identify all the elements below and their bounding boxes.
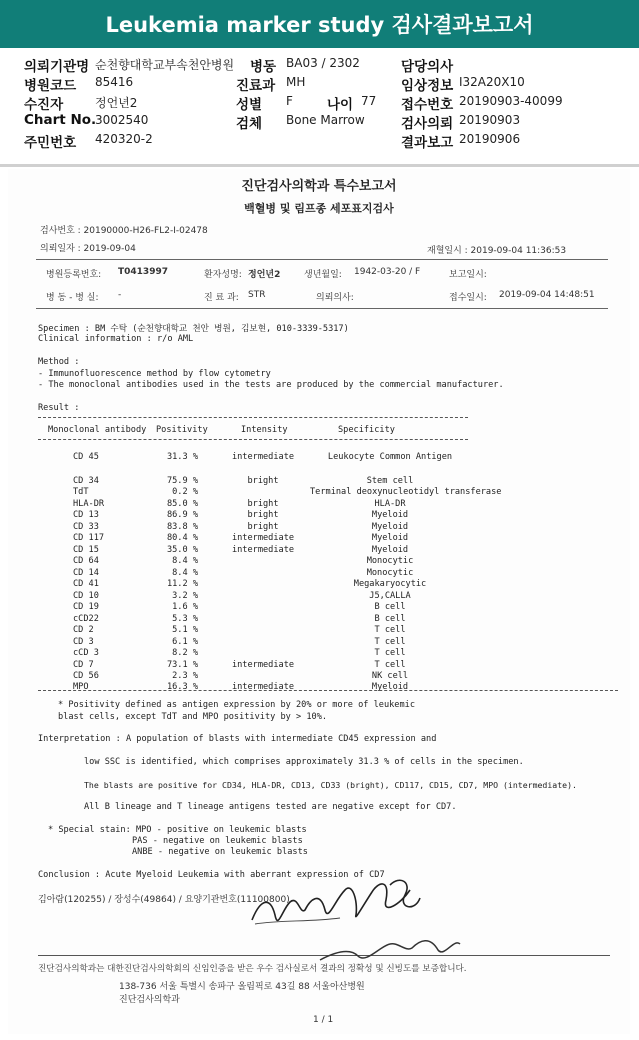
- method-line-1: - Immunofluorescence method by flow cytometry: [38, 369, 271, 379]
- specificity-cell: HLA-DR: [374, 499, 406, 509]
- label-chart-no: Chart No.: [24, 112, 97, 128]
- label-result-report: 결과보고: [401, 135, 454, 151]
- positivity-cell: 3.2 %: [172, 591, 198, 601]
- specificity-cell: B cell: [374, 614, 406, 624]
- positivity-cell: 8.4 %: [172, 556, 198, 566]
- interpretation-line-3: The blasts are positive for CD34, HLA-DR, CD13, CD33 (bright), CD117, CD15, CD7, MPO (intermediate).: [84, 780, 577, 790]
- positivity-cell: 8.4 %: [172, 568, 198, 578]
- specificity-cell: Monocytic: [366, 568, 414, 578]
- value-patient: 정언년2: [95, 96, 138, 110]
- banner-title: Leukemia marker study 검사결과보고서: [105, 13, 534, 37]
- request-date: 의뢰일자 : 2019-09-04: [40, 244, 136, 254]
- positivity-cell: 35.0 %: [166, 545, 198, 555]
- value-result-report: 20190906: [459, 132, 521, 146]
- dept-label: 진 료 과:: [204, 293, 239, 303]
- patient-name-value: 정언년2: [248, 270, 281, 280]
- specificity-cell: T cell: [374, 625, 406, 635]
- handwritten-signature: [240, 860, 480, 980]
- reg-no-label: 병원등록번호:: [46, 270, 102, 280]
- antibody-cell: CD 3: [73, 637, 94, 647]
- specificity-cell: Stem cell: [366, 476, 414, 486]
- report-subtitle: 백혈병 및 림프종 세포표지검사: [244, 202, 394, 215]
- receive-label: 접수일시:: [449, 293, 487, 303]
- page-number: 1 / 1: [313, 1015, 334, 1025]
- positivity-cell: 2.3 %: [172, 671, 198, 681]
- special-stain-line-3: ANBE - negative on leukemic blasts: [132, 847, 308, 857]
- specimen-line: Specimen : BM 수탁 (순천향대학교 천안 병원, 김보현, 010-3339-5317): [38, 324, 349, 334]
- receive-value: 2019-09-04 14:48:51: [499, 290, 595, 300]
- positivity-cell: 31.3 %: [166, 452, 198, 462]
- intensity-cell: intermediate: [231, 452, 295, 462]
- col-header-positivity: Positivity: [156, 425, 208, 435]
- antibody-cell: CD 33: [73, 522, 99, 532]
- antibody-cell: CD 34: [73, 476, 99, 486]
- label-patient: 수진자: [24, 97, 64, 113]
- intensity-cell: bright: [247, 522, 279, 532]
- positivity-cell: 5.3 %: [172, 614, 198, 624]
- specificity-cell: B cell: [374, 602, 406, 612]
- positivity-cell: 16.3 %: [166, 682, 198, 692]
- label-age: 나이: [327, 97, 354, 113]
- footnote-line-2: blast cells, except TdT and MPO positivity by > 10%.: [58, 712, 328, 722]
- signers: 김아람(120255) / 장성수(49864) / 요양기관번호(11100800): [38, 895, 290, 905]
- antibody-cell: CD 45: [73, 452, 99, 462]
- value-ward: BA03 / 2302: [286, 56, 360, 70]
- footnote-line-1: * Positivity defined as antigen expression by 20% or more of leukemic: [58, 700, 415, 710]
- reg-no-value: T0413997: [118, 267, 168, 277]
- antibody-cell: cCD 3: [73, 648, 99, 658]
- report-title: 진단검사의학과 특수보고서: [241, 179, 397, 194]
- label-request-date: 검사의뢰: [401, 116, 454, 132]
- specificity-cell: Megakaryocytic: [353, 579, 427, 589]
- specificity-cell: J5,CALLA: [369, 591, 411, 601]
- intensity-cell: bright: [247, 510, 279, 520]
- positivity-cell: 83.8 %: [166, 522, 198, 532]
- antibody-cell: CD 14: [73, 568, 99, 578]
- positivity-cell: 80.4 %: [166, 533, 198, 543]
- specificity-cell: Myeloid: [371, 510, 409, 520]
- positivity-cell: 85.0 %: [166, 499, 198, 509]
- report-date-label: 보고일시:: [449, 270, 487, 280]
- label-hospital-code: 병원코드: [24, 78, 77, 94]
- intensity-cell: bright: [247, 476, 279, 486]
- value-hospital-code: 85416: [95, 75, 134, 89]
- value-sex: F: [286, 94, 293, 108]
- positivity-cell: 1.6 %: [172, 602, 198, 612]
- positivity-cell: 6.1 %: [172, 637, 198, 647]
- antibody-cell: CD 7: [73, 660, 94, 670]
- dept-text: 진단검사의학과: [119, 995, 180, 1005]
- positivity-cell: 75.9 %: [166, 476, 198, 486]
- doctor-label: 의뢰의사:: [316, 293, 354, 303]
- specificity-cell: Monocytic: [366, 556, 414, 566]
- table-bottom-rule: [38, 690, 618, 691]
- interpretation-line-1: Interpretation : A population of blasts with intermediate CD45 expression and: [38, 734, 437, 744]
- col-header-intensity: Intensity: [241, 425, 288, 435]
- specificity-cell: Terminal deoxynucleotidyl transferase: [310, 487, 502, 497]
- value-resident-no: 420320-2: [95, 132, 153, 146]
- positivity-cell: 11.2 %: [166, 579, 198, 589]
- antibody-cell: CD 2: [73, 625, 94, 635]
- label-doctor: 담당의사: [401, 59, 454, 75]
- specificity-cell: NK cell: [371, 671, 409, 681]
- section-divider: [0, 164, 639, 167]
- antibody-cell: CD 15: [73, 545, 99, 555]
- dob-label: 생년월일:: [304, 270, 342, 280]
- value-specimen: Bone Marrow: [286, 113, 365, 127]
- antibody-cell: CD 117: [73, 533, 105, 543]
- specificity-cell: Leukocyte Common Antigen: [327, 452, 453, 462]
- interpretation-line-2: low SSC is identified, which comprises approximately 31.3 % of cells in the specimen.: [84, 757, 524, 767]
- table-top-rule: [38, 417, 468, 418]
- positivity-cell: 0.2 %: [172, 487, 198, 497]
- intensity-cell: intermediate: [231, 660, 295, 670]
- col-header-antibody: Monoclonal antibody: [48, 425, 147, 435]
- method-title: Method :: [38, 357, 80, 367]
- label-receipt-no: 접수번호: [401, 97, 454, 113]
- specificity-cell: T cell: [374, 660, 406, 670]
- exam-number: 검사번호 : 20190000-H26-FL2-I-02478: [40, 226, 208, 236]
- dept-value: STR: [248, 290, 266, 300]
- result-title: Result :: [38, 403, 80, 413]
- antibody-cell: HLA-DR: [73, 499, 105, 509]
- positivity-cell: 86.9 %: [166, 510, 198, 520]
- intensity-cell: intermediate: [231, 682, 295, 692]
- patient-box: [36, 259, 608, 309]
- special-stain-line-1: * Special stain: MPO - positive on leukemic blasts: [48, 825, 307, 835]
- specificity-cell: Myeloid: [371, 682, 409, 692]
- value-clinical-info: I32A20X10: [459, 75, 525, 89]
- report-banner: [0, 0, 639, 48]
- antibody-cell: MPO: [73, 682, 89, 692]
- specificity-cell: T cell: [374, 648, 406, 658]
- table-header-rule: [38, 439, 468, 440]
- positivity-cell: 73.1 %: [166, 660, 198, 670]
- value-department: MH: [286, 75, 306, 89]
- specificity-cell: Myeloid: [371, 545, 409, 555]
- reprint-time: 재혈일시 : 2019-09-04 11:36:53: [427, 246, 567, 256]
- label-clinical-info: 임상정보: [401, 78, 454, 94]
- label-specimen: 검체: [236, 116, 263, 132]
- specificity-cell: Myeloid: [371, 522, 409, 532]
- positivity-cell: 8.2 %: [172, 648, 198, 658]
- positivity-cell: 5.1 %: [172, 625, 198, 635]
- special-stain-line-2: PAS - negative on leukemic blasts: [132, 836, 303, 846]
- antibody-cell: CD 41: [73, 579, 99, 589]
- antibody-cell: CD 13: [73, 510, 99, 520]
- conclusion: Conclusion : Acute Myeloid Leukemia with aberrant expression of CD7: [38, 870, 385, 880]
- patient-name-label: 환자성명:: [204, 270, 242, 280]
- patient-info-section: [0, 48, 639, 166]
- label-sex: 성별: [236, 97, 263, 113]
- value-chart-no: 3002540: [95, 113, 149, 127]
- clinical-line: Clinical information : r/o AML: [38, 334, 194, 344]
- specificity-cell: Myeloid: [371, 533, 409, 543]
- antibody-cell: CD 10: [73, 591, 99, 601]
- antibody-cell: CD 19: [73, 602, 99, 612]
- antibody-cell: CD 56: [73, 671, 99, 681]
- col-header-specificity: Specificity: [338, 425, 395, 435]
- label-ward: 병동: [250, 59, 277, 75]
- label-resident-no: 주민번호: [24, 135, 77, 151]
- antibody-cell: CD 64: [73, 556, 99, 566]
- label-institution: 의뢰기관명: [24, 59, 90, 75]
- specificity-cell: T cell: [374, 637, 406, 647]
- interpretation-line-4: All B lineage and T lineage antigens tested are negative except for CD7.: [84, 802, 457, 812]
- antibody-cell: cCD22: [73, 614, 99, 624]
- value-age: 77: [361, 94, 377, 108]
- certification-text: 진단검사의학과는 대한진단검사의학회의 신임인증을 받은 우수 검사실로서 결과의 정확성 및 신빙도를 보증합니다.: [38, 964, 467, 974]
- value-institution: 순천향대학교부속천안병원: [95, 58, 235, 72]
- intensity-cell: bright: [247, 499, 279, 509]
- method-line-2: - The monoclonal antibodies used in the tests are produced by the commercial manufacturer.: [38, 380, 504, 390]
- value-request-date: 20190903: [459, 113, 521, 127]
- label-department: 진료과: [236, 78, 276, 94]
- value-receipt-no: 20190903-40099: [459, 94, 563, 108]
- dob-value: 1942-03-20 / F: [354, 267, 421, 277]
- address-text: 138-736 서울 특별시 송파구 올림픽로 43길 88 서울아산병원: [119, 982, 365, 992]
- ward-label: 병 동 - 병 실:: [46, 293, 99, 303]
- antibody-cell: TdT: [73, 487, 89, 497]
- intensity-cell: intermediate: [231, 545, 295, 555]
- ward-value: -: [118, 290, 122, 300]
- intensity-cell: intermediate: [231, 533, 295, 543]
